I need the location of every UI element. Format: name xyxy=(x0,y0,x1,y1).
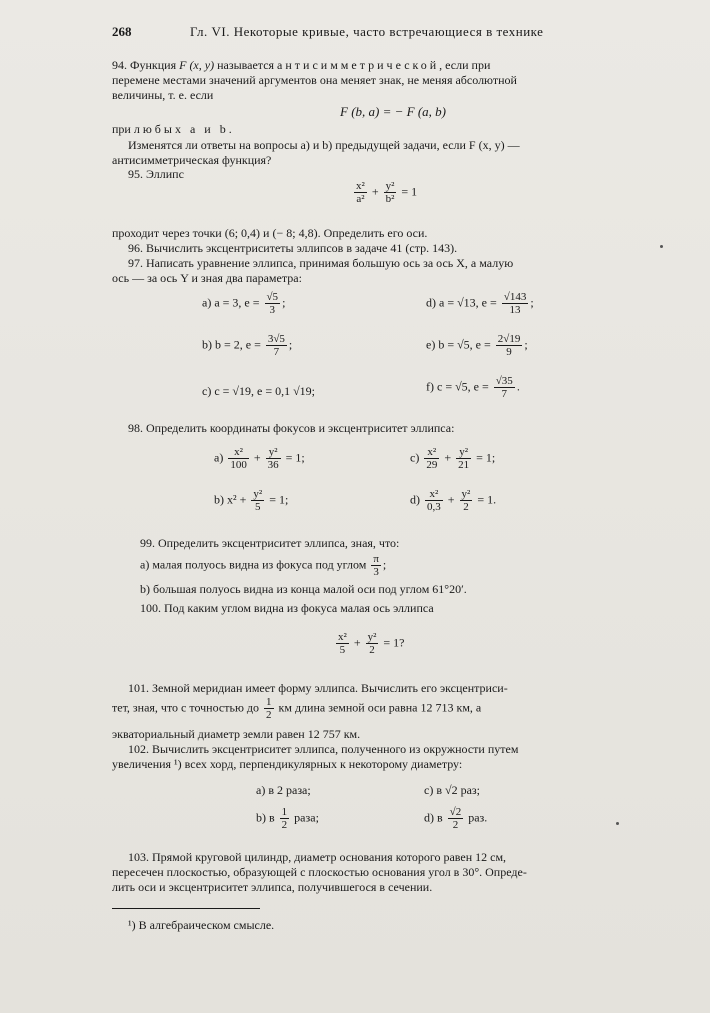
problem-98-item-a: a) $\frac{\text{x²}}{100}$ + $\frac{\text{y²}}{36}$ = 1; xyxy=(214,446,305,471)
problem-102-item-d: d) в $\frac{√2}{2}$ раз. xyxy=(424,806,488,831)
problem-99-item-a: a) малая полуось видна из фокуса под углом $\frac{\pi}{3}$ ; xyxy=(140,553,387,578)
problem-98-line-1: 98. Определить координаты фокусов и эксцентриситет эллипса: xyxy=(128,421,455,435)
problem-94-line-1: 94. Функция F (x, y) называется антисимметрической, если при xyxy=(112,58,491,72)
problem-94-line-5: Изменятся ли ответы на вопросы a) и b) предыдущей задачи, если F (x, y) — xyxy=(128,138,520,152)
problem-94-line-3: величины, т. е. если xyxy=(112,88,214,102)
problem-94-line-6: антисимметрическая функция? xyxy=(112,153,272,167)
problem-102-line-2: увеличения ¹) всех хорд, перпендикулярных к некоторому диаметру: xyxy=(112,757,463,771)
problem-97-item-e: e) b = √5, e = $\frac{2√19}{9}$ ; xyxy=(426,333,528,358)
problem-97-item-b: b) b = 2, e = $\frac{3√5}{7}$ ; xyxy=(202,333,293,358)
problem-97-line-2: ось — за ось Y и зная два параметра: xyxy=(112,271,302,285)
problem-95-line-1: 95. Эллипс xyxy=(128,167,184,181)
problem-95-line-2: проходит через точки (6; 0,4) и (− 8; 4,8). Определить его оси. xyxy=(112,226,428,240)
footnote: ¹) В алгебраическом смысле. xyxy=(128,918,275,932)
problem-96-line-1: 96. Вычислить эксцентриситеты эллипсов в задаче 41 (стр. 143). xyxy=(128,241,458,255)
problem-95-equation: $\frac{\text{x²}}{\text{a²}}$ + $\frac{\text{y²}}{\text{b²}}$ = 1 xyxy=(356,180,418,205)
problem-102-line-1: 102. Вычислить эксцентриситет эллипса, полученного из окружности путем xyxy=(128,742,519,756)
problem-101-line-2: тет, зная, что с точностью до $\frac{1}{2}$ км длина земной оси равна 12 713 км, а xyxy=(112,696,482,721)
problem-103-line-2: пересечен плоскостью, образующей с плоскостью основания угол в 30°. Опреде- xyxy=(112,865,527,879)
problem-101-line-1: 101. Земной меридиан имеет форму эллипса. Вычислить его эксцентриси- xyxy=(128,681,508,695)
problem-102-item-b: b) в $\frac{1}{2}$ раза; xyxy=(256,806,319,831)
print-speck xyxy=(660,245,663,248)
problem-103-line-1: 103. Прямой круговой цилиндр, диаметр основания которого равен 12 см, xyxy=(128,850,507,864)
problem-102-item-c: c) в √2 раз; xyxy=(424,783,480,797)
problem-102-item-a: a) в 2 раза; xyxy=(256,783,311,797)
problem-97-line-1: 97. Написать уравнение эллипса, принимая большую ось за ось X, а малую xyxy=(128,256,514,270)
problem-99-item-b: b) большая полуось видна из конца малой оси под углом 61°20′. xyxy=(140,582,467,596)
problem-99-line-1: 99. Определить эксцентриситет эллипса, зная, что: xyxy=(140,536,400,550)
problem-103-line-3: лить оси и эксцентриситет эллипса, получившегося в сечении. xyxy=(112,880,433,894)
problem-97-item-a: a) a = 3, e = $\frac{√5}{3}$ ; xyxy=(202,291,286,316)
problem-97-item-c: c) c = √19, e = 0,1 √19; xyxy=(202,384,316,398)
problem-94-line-2: перемене местами значений аргументов она меняет знак, не меняя абсолютной xyxy=(112,73,517,87)
problem-100-equation: $\frac{\text{x²}}{5}$ + $\frac{\text{y²}}{2}$ = 1? xyxy=(338,631,405,656)
print-speck xyxy=(616,822,619,825)
problem-97-item-f: f) c = √5, e = $\frac{√35}{7}$ . xyxy=(426,375,520,400)
problem-98-item-c: c) $\frac{\text{x²}}{29}$ + $\frac{\text{y²}}{21}$ = 1; xyxy=(410,446,496,471)
problem-100-line-1: 100. Под каким углом видна из фокуса малая ось эллипса xyxy=(140,601,434,615)
problem-97-item-d: d) a = √13, e = $\frac{√143}{13}$ ; xyxy=(426,291,534,316)
running-title: Гл. VI. Некоторые кривые, часто встречающиеся в технике xyxy=(190,24,544,39)
problem-94-line-4: при любых a и b. xyxy=(112,122,232,136)
problem-101-line-3: экваториальный диаметр земли равен 12 757 км. xyxy=(112,727,361,741)
problem-98-item-d: d) $\frac{\text{x²}}{0,3}$ + $\frac{\text{y²}}{2}$ = 1. xyxy=(410,488,497,513)
footnote-rule xyxy=(112,908,260,909)
page-number: 268 xyxy=(112,24,132,39)
problem-98-item-b: b) x² + $\frac{\text{y²}}{5}$ = 1; xyxy=(214,488,289,513)
problem-94-formula: F (b, a) = − F (a, b) xyxy=(340,104,446,119)
